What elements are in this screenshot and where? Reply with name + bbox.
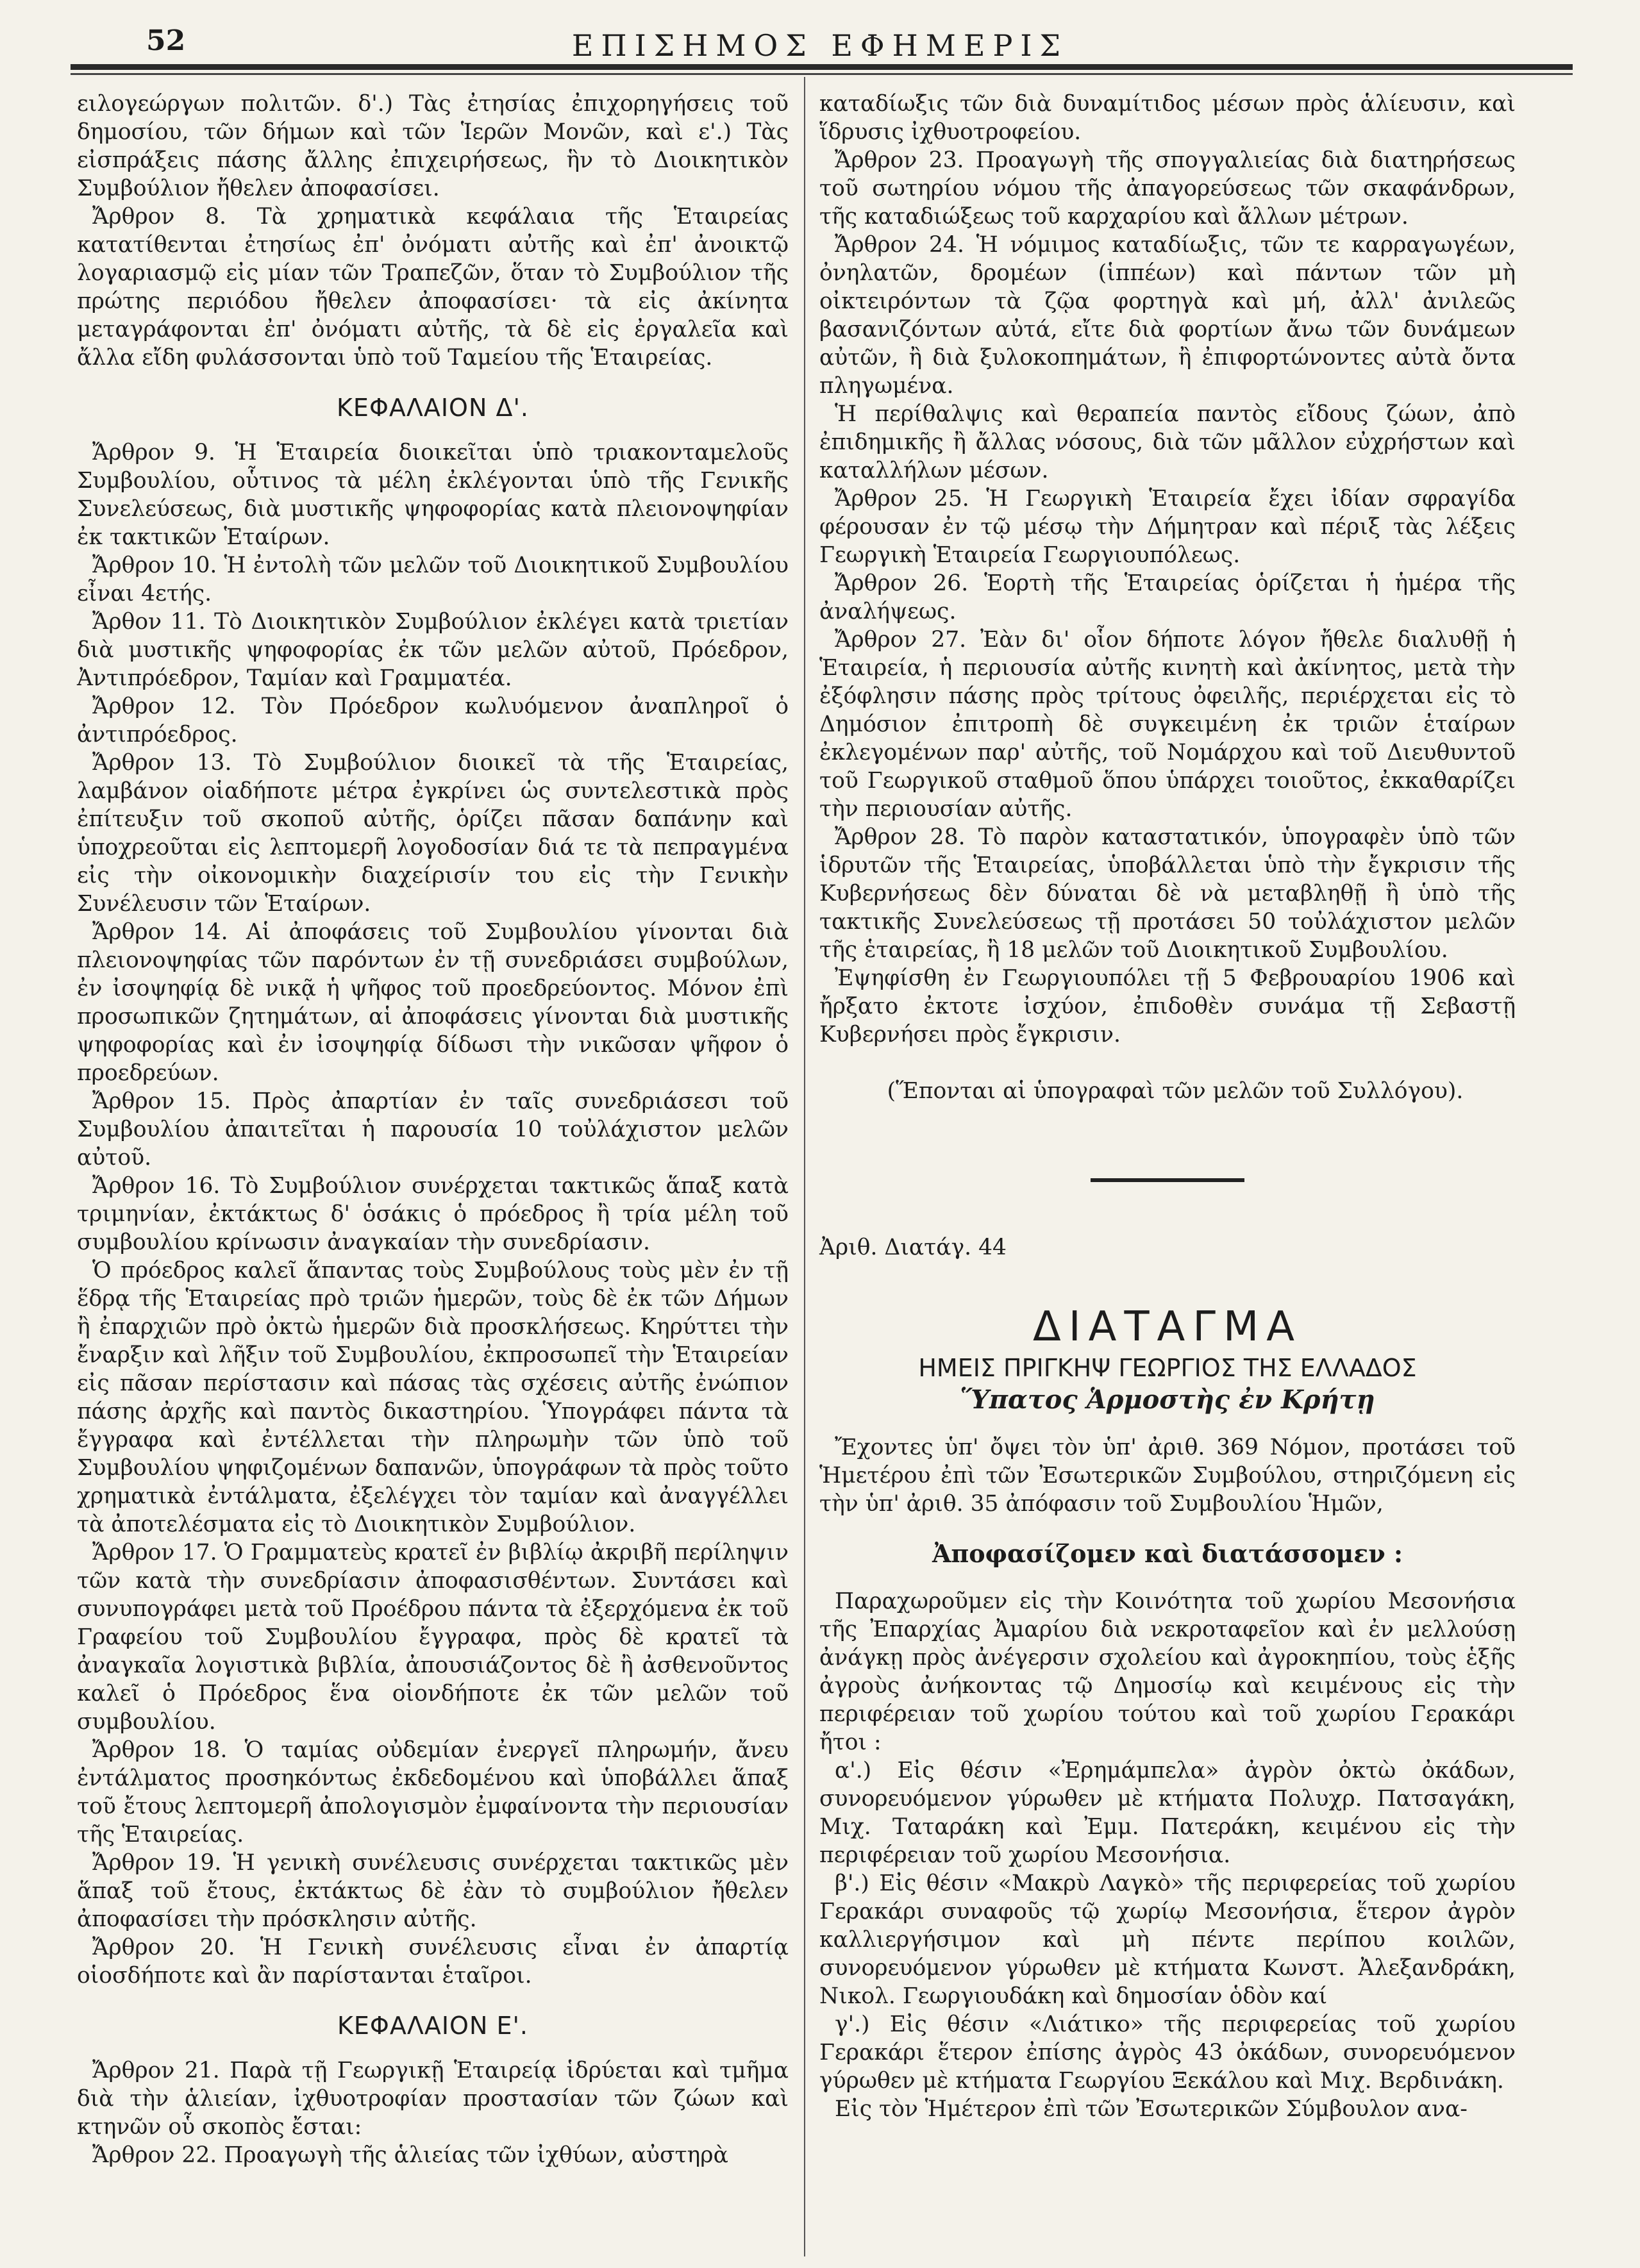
- decree-intro: Ἔχοντες ὑπ' ὄψει τὸν ὑπ' ἀριθ. 369 Νόμον, προτάσει τοῦ Ἡμετέρου ἐπὶ τῶν Ἐσωτερικῶν Συμβούλου, στηριζόμενη εἰς τὴν ὑπ' ἀριθ. 35 ἀπόφασιν τοῦ Συμβουλίου Ἡμῶν,: [819, 1435, 1516, 1517]
- paragraph-continuation: ειλογεώργων πολιτῶν. δ'.) Τὰς ἐτησίας ἐπιχορηγήσεις τοῦ δημοσίου, τῶν δήμων καὶ τῶν Ἱερῶν Μονῶν, καὶ ε'.) Τὰς εἰσπράξεις πάσης ἄλλης ἐπιχειρήσεως, ἣν τὸ Διοικητικὸν Συμβούλιον ἤθελεν ἀποφασίσει.: [77, 91, 789, 201]
- section-separator: [1091, 1178, 1244, 1182]
- article-22: Ἄρθρον 22. Προαγωγὴ τῆς ἁλιείας τῶν ἰχθύων, αὐστηρὰ: [92, 2142, 728, 2168]
- decree-resolve: Ἀποφασίζομεν καὶ διατάσσομεν :: [932, 1539, 1403, 1568]
- column-divider: [804, 77, 805, 2256]
- article-16-continued: Ὁ πρόεδρος καλεῖ ἅπαντας τοὺς Συμβούλους τοὺς μὲν ἐν τῇ ἕδρᾳ τῆς Ἑταιρείας πρὸ τριῶν ἡμερῶν, τοὺς δὲ ἐκ τῶν Δήμων ἢ ἐπαρχιῶν πρὸ ὀκτὼ ἡμερῶν διὰ προσκλήσεως. Κηρύττει τὴν ἔναρξιν καὶ λῆξιν τοῦ Συμβουλίου, ἐκπροσωπεῖ τὴν Ἑταιρείαν εἰς πᾶσαν περίστασιν καὶ πάσας τὰς σχέσεις αὐτῆς ἐνώπιον πάσης ἀρχῆς καὶ παντὸς δικαστηρίου. Ὑπογράφει πάντα τὰ ἔγγραφα καὶ ἐντέλλεται τὴν πληρωμὴν τῶν ὑπὸ τοῦ Συμβουλίου ψηφιζομένων δαπανῶν, ὑπογράφων τὰ πρὸς τοῦτο χρηματικὰ ἐντάλματα, ἐξελέγχει τὸν ταμίαν καὶ ἀναγγέλλει τὰ ἀποτελέσματα εἰς τὸ Διοικητικὸν Συμβούλιον.: [77, 1258, 789, 1537]
- article-13: Ἄρθρον 13. Τὸ Συμβούλιον διοικεῖ τὰ τῆς Ἑταιρείας, λαμβάνον οἱαδήποτε μέτρα ἐγκρίνει ὡς συντελεστικὰ πρὸς ἐπίτευξιν τοῦ σκοποῦ αὐτῆς, ὁρίζει πᾶσαν δαπάνην καὶ ὑποχρεοῦται εἰς λεπτομερῆ λογοδοσίαν διά τε τὰ πεπραγμένα εἰς τὴν οἰκονομικὴν διαχείρισίν του εἰς τὴν Γενικὴν Συνέλευσιν τῶν Ἑταίρων.: [77, 750, 789, 917]
- article-9: Ἄρθρον 9. Ἡ Ἑταιρεία διοικεῖται ὑπὸ τριακονταμελοῦς Συμβουλίου, οὗτινος τὰ μέλη ἐκλέγονται ὑπὸ τῆς Γενικῆς Συνελεύσεως, διὰ μυστικῆς ψηφοφορίας κατὰ πλειονοψηφίαν ἐκ τακτικῶν Ἑταίρων.: [77, 440, 789, 550]
- article-25: Ἄρθρον 25. Ἡ Γεωργικὴ Ἑταιρεία ἔχει ἰδίαν σφραγίδα φέρουσαν ἐν τῷ μέσῳ τὴν Δήμητραν καὶ πέριξ τὰς λέξεις Γεωργικὴ Ἑταιρεία Γεωργιουπόλεως.: [819, 486, 1516, 568]
- article-16: Ἄρθρον 16. Τὸ Συμβούλιον συνέρχεται τακτικῶς ἅπαξ κατὰ τριμηνίαν, ἐκτάκτως δ' ὁσάκις ὁ πρόεδρος ἢ τρία μέλη τοῦ συμβουλίου κρίνωσιν ἀναγκαίαν τὴν συνεδρίασιν.: [77, 1173, 789, 1255]
- header-rule: [71, 64, 1573, 70]
- header-rule-thin: [71, 73, 1573, 75]
- article-11: Ἄρθον 11. Τὸ Διοικητικὸν Συμβούλιον ἐκλέγει κατὰ τριετίαν διὰ μυστικῆς ψηφοφορίας ἐκ τῶν μελῶν αὐτοῦ, Πρόεδρον, Ἀντιπρόεδρον, Ταμίαν καὶ Γραμματέα.: [77, 609, 789, 691]
- article-10: Ἄρθρον 10. Ἡ ἐντολὴ τῶν μελῶν τοῦ Διοικητικοῦ Συμβουλίου εἶναι 4ετής.: [77, 553, 789, 606]
- running-title: ΕΠΙΣΗΜΟΣ ΕΦΗΜΕΡΙΣ: [571, 28, 1069, 63]
- article-15: Ἄρθρον 15. Πρὸς ἀπαρτίαν ἐν ταῖς συνεδριάσεσι τοῦ Συμβουλίου ἀπαιτεῖται ἡ παρουσία 10 τοὐλάχιστον μελῶν αὐτοῦ.: [77, 1088, 789, 1171]
- article-8: Ἄρθρον 8. Τὰ χρηματικὰ κεφάλαια τῆς Ἑταιρείας κατατίθενται ἐτησίως ἐπ' ὀνόματι αὐτῆς καὶ ἐπ' ἀνοικτῷ λογαριασμῷ εἰς μίαν τῶν Τραπεζῶν, ὅταν τὸ Συμβούλιον τῆς πρώτης περιόδου ἤθελεν ἀποφασίσει· τὰ εἰς ἀκίνητα μεταγράφονται ἐπ' ὀνόματι αὐτῆς, τὰ δὲ εἰς ἐργαλεῖα καὶ ἄλλα εἴδη φυλάσσονται ὑπὸ τοῦ Ταμείου τῆς Ἑταιρείας.: [77, 204, 789, 371]
- article-27: Ἄρθρον 27. Ἐὰν δι' οἷον δήποτε λόγον ἤθελε διαλυθῇ ἡ Ἑταιρεία, ἡ περιουσία αὐτῆς κινητὴ καὶ ἀκίνητος, μετὰ τὴν ἐξόφλησιν πάσης πρὸς τρίτους ὀφειλῆς, περιέρχεται εἰς τὸ Δημόσιον ἐπιτροπὴ δὲ συγκειμένη ἐκ τριῶν ἑταίρων ἐκλεγομένων παρ' αὐτῆς, τοῦ Νομάρχου καὶ τοῦ Διευθυντοῦ τοῦ Γεωργικοῦ σταθμοῦ ὅπου ὑπάρχει τοιοῦτος, ἐκκαθαρίζει τὴν περιουσίαν αὐτῆς.: [819, 627, 1516, 822]
- article-12: Ἄρθρον 12. Τὸν Πρόεδρον κωλυόμενον ἀναπληροῖ ὁ ἀντιπρόεδρος.: [77, 694, 789, 747]
- decree-prince: ΗΜΕΙΣ ΠΡΙΓΚΗΨ ΓΕΩΡΓΙΟΣ ΤΗΣ ΕΛΛΑΔΟΣ: [918, 1354, 1417, 1382]
- left-column: [77, 90, 789, 2169]
- article-24-continued: Ἡ περίθαλψις καὶ θεραπεία παντὸς εἴδους ζώων, ἀπὸ ἐπιδημικῆς ἢ ἄλλας νόσους, διὰ τῶν μᾶλλον εὐχρήστων καὶ καταλλήλων μέσων.: [819, 401, 1516, 483]
- signatures-note: (Ἕπονται αἱ ὑπογραφαὶ τῶν μελῶν τοῦ Συλλόγου).: [887, 1078, 1464, 1104]
- decree-item-c: γ'.) Εἰς θέσιν «Λιάτικο» τῆς περιφερείας τοῦ χωρίου Γερακάρι ἕτερον ἐπίσης ἀγρὸς 43 ὀκάδων, συνορευόμενον γύρωθεν μὲ κτήματα Γεωργίου Ξεκάλου καὶ Μιχ. Βερδινάκη.: [819, 2012, 1516, 2094]
- decree-closing: Εἰς τὸν Ἡμέτερον ἐπὶ τῶν Ἐσωτερικῶν Σύμβουλον ανα-: [835, 2096, 1468, 2122]
- article-19: Ἄρθρον 19. Ἡ γενικὴ συνέλευσις συνέρχεται τακτικῶς μὲν ἅπαξ τοῦ ἔτους, ἐκτάκτως δὲ ἐὰν τὸ συμβούλιον ἤθελεν ἀποφασίσει τὴν πρόσκλησιν αὐτῆς.: [77, 1850, 789, 1932]
- decree-title: ΔΙΑΤΑΓΜΑ: [1033, 1303, 1302, 1351]
- order-number: Ἀριθ. Διατάγ. 44: [819, 1235, 1007, 1260]
- paragraph-continuation: καταδίωξις τῶν διὰ δυναμίτιδος μέσων πρὸς ἁλίευσιν, καὶ ἵδρυσις ἰχθυοτροφείου.: [819, 91, 1516, 145]
- article-17: Ἄρθρον 17. Ὁ Γραμματεὺς κρατεῖ ἐν βιβλίῳ ἀκριβῆ περίληψιν τῶν κατὰ τὴν συνεδρίασιν ἀποφασισθέντων. Συντάσει καὶ συνυπογράφει μετὰ τοῦ Προέδρου πάντα τὰ ἐξερχόμενα ἐκ τοῦ Γραφείου τοῦ Συμβουλίου ἔγγραφα, πρὸς δὲ κρατεῖ τὰ ἀναγκαῖα λογιστικὰ βιβλία, ἀπουσιάζοντος δὲ ἢ ἀσθενοῦντος καλεῖ ὁ Πρόεδρος ἕνα οἱονδήποτε ἐκ τῶν μελῶν τοῦ συμβουλίου.: [77, 1540, 789, 1735]
- chapter-heading-d: ΚΕΦΑΛΑΙΟΝ Δ'.: [337, 394, 529, 422]
- article-14: Ἄρθρον 14. Αἱ ἀποφάσεις τοῦ Συμβουλίου γίνονται διὰ πλειονοψηφίας τῶν παρόντων ἐν τῇ συνεδριάσει συμβούλων, ἐν ἰσοψηφίᾳ δὲ νικᾷ ἡ ψῆφος τοῦ προεδρεύοντος. Μόνον ἐπὶ προσωπικῶν ζητημάτων, αἱ ἀποφάσεις γίνονται διὰ μυστικῆς ψηφοφορίας καὶ ἐν ἰσοψηφίᾳ δίδωσι τὴν νικῶσαν ψῆφον ὁ προεδρεύων.: [77, 919, 789, 1086]
- decree-office: Ὕπατος Ἁρμοστὴς ἐν Κρήτῃ: [960, 1385, 1375, 1415]
- decree-paragraph: Παραχωροῦμεν εἰς τὴν Κοινότητα τοῦ χωρίου Μεσονήσια τῆς Ἐπαρχίας Ἀμαρίου διὰ νεκροταφεῖον καὶ ἐν μελλούσῃ ἀνάγκῃ πρὸς ἀνέγερσιν σχολείου καὶ ἀγροκηπίου, τοὺς ἑξῆς ἀγροὺς ἀνήκοντας τῷ Δημοσίῳ καὶ κειμένους εἰς τὴν περιφέρειαν τοῦ χωρίου τούτου καὶ τοῦ χωρίου Γερακάρι ἤτοι :: [819, 1588, 1516, 1755]
- decree-item-b: β'.) Εἰς θέσιν «Μακρὺ Λαγκὸ» τῆς περιφερείας τοῦ χωρίου Γερακάρι συναφοῦς τῷ χωρίῳ Μεσονήσια, ἕτερον ἀγρὸν καλλιεργήσιμον καὶ μὴ πέντε περίπου κοιλῶν, συνορευόμενον γύρωθεν μὲ κτήματα Κωνστ. Ἀλεξανδράκη, Νικολ. Γεωργιουδάκη καὶ δημοσίαν ὁδὸν καί: [819, 1871, 1516, 2009]
- voted-statement: Ἐψηφίσθη ἐν Γεωργιουπόλει τῇ 5 Φεβρουαρίου 1906 καὶ ἤρξατο ἐκτοτε ἰσχύον, ἐπιδοθὲν συνάμα τῇ Σεβαστῇ Κυβερνήσει πρὸς ἔγκρισιν.: [819, 965, 1516, 1047]
- article-21: Ἄρθρον 21. Παρὰ τῇ Γεωργικῇ Ἑταιρείᾳ ἱδρύεται καὶ τμῆμα διὰ τὴν ἁλιείαν, ἰχθυοτροφίαν προστασίαν τῶν ζώων καὶ κτηνῶν οὗ σκοπὸς ἔσται:: [77, 2058, 789, 2140]
- article-20: Ἄρθρον 20. Ἡ Γενικὴ συνέλευσις εἶναι ἐν ἀπαρτίᾳ οἱοσδήποτε καὶ ἂν παρίστανται ἑταῖροι.: [77, 1935, 789, 1989]
- chapter-heading-e: ΚΕΦΑΛΑΙΟΝ Ε'.: [337, 2012, 528, 2040]
- article-18: Ἄρθρον 18. Ὁ ταμίας οὐδεμίαν ἐνεργεῖ πληρωμήν, ἄνευ ἐντάλματος προσηκόντως ἐκδεδομένου καὶ ὑποβάλλει ἅπαξ τοῦ ἔτους λεπτομερῆ ἀπολογισμὸν ἐμφαίνοντα τὴν περιουσίαν τῆς Ἑταιρείας.: [77, 1737, 789, 1847]
- article-26: Ἄρθρον 26. Ἑορτὴ τῆς Ἑταιρείας ὁρίζεται ἡ ἡμέρα τῆς ἀναλήψεως.: [819, 571, 1516, 624]
- page-number: 52: [146, 24, 186, 57]
- right-column: [819, 90, 1516, 2123]
- article-28: Ἄρθρον 28. Τὸ παρὸν καταστατικόν, ὑπογραφὲν ὑπὸ τῶν ἱδρυτῶν τῆς Ἑταιρείας, ὑποβάλλεται ὑπὸ τὴν ἔγκρισιν τῆς Κυβερνήσεως δὲν δύναται δὲ νὰ μεταβληθῇ ἢ ὑπὸ τῆς τακτικῆς Συνελεύσεως τῇ προτάσει 50 τοὐλάχιστον μελῶν τῆς ἑταιρείας, ἢ 18 μελῶν τοῦ Διοικητικοῦ Συμβουλίου.: [819, 824, 1516, 963]
- article-23: Ἄρθρον 23. Προαγωγὴ τῆς σπογγαλιείας διὰ διατηρήσεως τοῦ σωτηρίου νόμου τῆς ἀπαγορεύσεως τῶν σκαφάνδρων, τῆς καταδιώξεως τοῦ καρχαρίου καὶ ἄλλων μέτρων.: [819, 147, 1516, 229]
- article-24: Ἄρθρον 24. Ἡ νόμιμος καταδίωξις, τῶν τε καρραγωγέων, ὀνηλατῶν, δρομέων (ἱππέων) καὶ πάντων τῶν μὴ οἰκτειρόντων τὰ ζῷα φορτηγὰ καὶ μή, ἀλλ' ἀνιλεῶς βασανιζόντων αὐτά, εἴτε διὰ φορτίων ἄνω τῶν δυνάμεων αὐτῶν, ἢ διὰ ξυλοκοπημάτων, ἢ ἐπιφορτώνοντες αὐτὰ ὄντα πληγωμένα.: [819, 232, 1516, 399]
- decree-item-a: α'.) Εἰς θέσιν «Ἐρημάμπελα» ἀγρὸν ὀκτὼ ὀκάδων, συνορευόμενον γύρωθεν μὲ κτήματα Πολυχρ. Πατσαγάκη, Μιχ. Ταταράκη καὶ Ἐμμ. Πατεράκη, κειμένου εἰς τὴν περιφέρειαν τοῦ χωρίου Μεσονήσια.: [819, 1758, 1516, 1868]
